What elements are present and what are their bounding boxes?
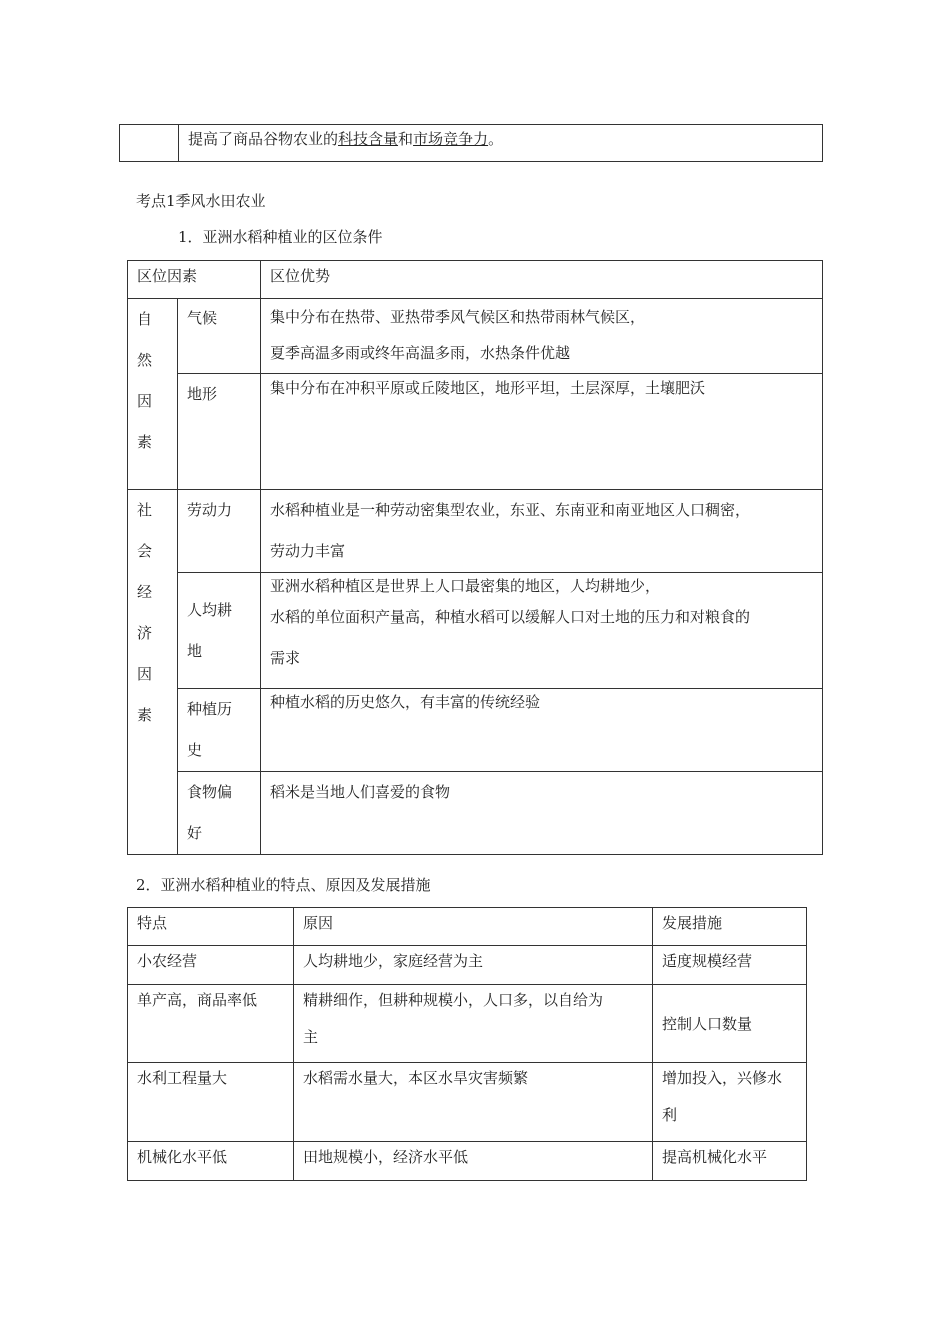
- group-char: 因: [137, 392, 153, 410]
- advantage-line: 亚洲水稻种植区是世界上人口最密集的地区，人均耕地少，: [270, 577, 661, 595]
- advantage-line: 水稻的单位面积产量高，种植水稻可以缓解人口对土地的压力和对粮食的: [270, 608, 751, 626]
- top-table-text-cell: [179, 125, 823, 162]
- factor-line: 食物偏: [187, 783, 233, 801]
- measure-line: 适度规模经营: [662, 952, 753, 970]
- factor-cell: [178, 772, 261, 855]
- reason-line: 水稻需水量大，本区水旱灾害频繁: [303, 1069, 529, 1087]
- header-reason: 原因: [294, 908, 653, 946]
- reason-line: 人均耕地少，家庭经营为主: [303, 952, 484, 970]
- feature-line: 单产高，商品率低: [137, 991, 258, 1009]
- feature-cell: [128, 1142, 294, 1181]
- group-char: 素: [137, 706, 153, 724]
- top-text-pre: 提高了商品谷物农业的: [188, 130, 339, 148]
- factor-cell: [178, 689, 261, 772]
- feature-line: 小农经营: [137, 952, 198, 970]
- feature-cell: [128, 985, 294, 1063]
- top-table: [119, 124, 823, 162]
- measure-cell: [653, 1142, 807, 1181]
- factor-line: 气候: [187, 309, 218, 327]
- factor-line: 好: [187, 824, 203, 842]
- advantage-line: 集中分布在热带、亚热带季风气候区和热带雨林气候区，: [270, 308, 646, 326]
- feature-line: 水利工程量大: [137, 1069, 228, 1087]
- section-heading: 考点1季风水田农业: [136, 192, 266, 210]
- factor-line: 劳动力: [187, 501, 233, 519]
- advantage-line: 集中分布在冲积平原或丘陵地区，地形平坦，土层深厚，土壤肥沃: [270, 379, 706, 397]
- top-text-post: 。: [488, 130, 504, 148]
- factor-line: 地: [187, 641, 203, 660]
- header-measure: 发展措施: [653, 908, 807, 946]
- advantage-line: 夏季高温多雨或终年高温多雨，水热条件优越: [270, 344, 571, 362]
- group-char: 自: [137, 310, 153, 328]
- advantage-line: 劳动力丰富: [270, 542, 346, 560]
- advantage-line: 水稻种植业是一种劳动密集型农业，东亚、东南亚和南亚地区人口稠密，: [270, 501, 751, 519]
- group-social-economic-factors: [128, 490, 178, 855]
- location-conditions-table: [127, 260, 823, 855]
- measure-cell: [653, 985, 807, 1063]
- measure-cell: [653, 1063, 807, 1142]
- header-feature: 特点: [128, 908, 294, 946]
- underlined-tech-content: 科技含量: [338, 130, 399, 148]
- group-char: 因: [137, 665, 153, 683]
- factor-line: 地形: [187, 385, 218, 403]
- reason-cell: [294, 1063, 653, 1142]
- advantage-line: 需求: [270, 649, 301, 667]
- top-table-empty-cell: [120, 125, 179, 162]
- measure-line: 增加投入，兴修水: [662, 1069, 783, 1087]
- advantage-cell: [261, 573, 823, 689]
- factor-cell: [178, 299, 261, 374]
- feature-cell: [128, 1063, 294, 1142]
- advantage-line: 稻米是当地人们喜爱的食物: [270, 783, 451, 801]
- measure-line: 利: [662, 1106, 678, 1124]
- advantage-cell: [261, 490, 823, 573]
- top-text-mid: 和: [398, 130, 414, 148]
- feature-cell: [128, 946, 294, 985]
- factor-cell: [178, 374, 261, 490]
- factor-cell: [178, 573, 261, 689]
- features-reasons-measures-table: [127, 907, 807, 1181]
- underlined-market-competitiveness: 市场竞争力: [413, 130, 489, 148]
- group-natural-factors: [128, 299, 178, 490]
- reason-line: 田地规模小，经济水平低: [303, 1148, 469, 1166]
- group-char: 素: [137, 433, 153, 451]
- factor-line: 人均耕: [187, 600, 233, 619]
- measure-line: 控制人口数量: [662, 1014, 753, 1033]
- factor-line: 种植历: [187, 700, 233, 718]
- reason-cell: [294, 1142, 653, 1181]
- measure-cell: [653, 946, 807, 985]
- group-char: 会: [137, 542, 153, 560]
- table2-caption: 2．亚洲水稻种植业的特点、原因及发展措施: [136, 876, 431, 894]
- reason-line: 精耕细作，但耕种规模小，人口多，以自给为: [303, 991, 604, 1009]
- feature-line: 机械化水平低: [137, 1148, 228, 1166]
- header-advantage: 区位优势: [261, 261, 823, 299]
- group-char: 社: [137, 501, 153, 519]
- advantage-cell: [261, 299, 823, 374]
- reason-line: 主: [303, 1028, 319, 1046]
- group-char: 然: [137, 351, 153, 369]
- factor-cell: [178, 490, 261, 573]
- header-factor: 区位因素: [128, 261, 261, 299]
- measure-line: 提高机械化水平: [662, 1148, 768, 1166]
- advantage-cell: [261, 374, 823, 490]
- advantage-cell: [261, 772, 823, 855]
- group-char: 经: [137, 583, 153, 601]
- advantage-line: 种植水稻的历史悠久，有丰富的传统经验: [270, 693, 541, 711]
- group-char: 济: [137, 624, 153, 642]
- table1-caption: 1．亚洲水稻种植业的区位条件: [178, 228, 383, 246]
- reason-cell: [294, 985, 653, 1063]
- advantage-cell: [261, 689, 823, 772]
- factor-line: 史: [187, 741, 203, 759]
- reason-cell: [294, 946, 653, 985]
